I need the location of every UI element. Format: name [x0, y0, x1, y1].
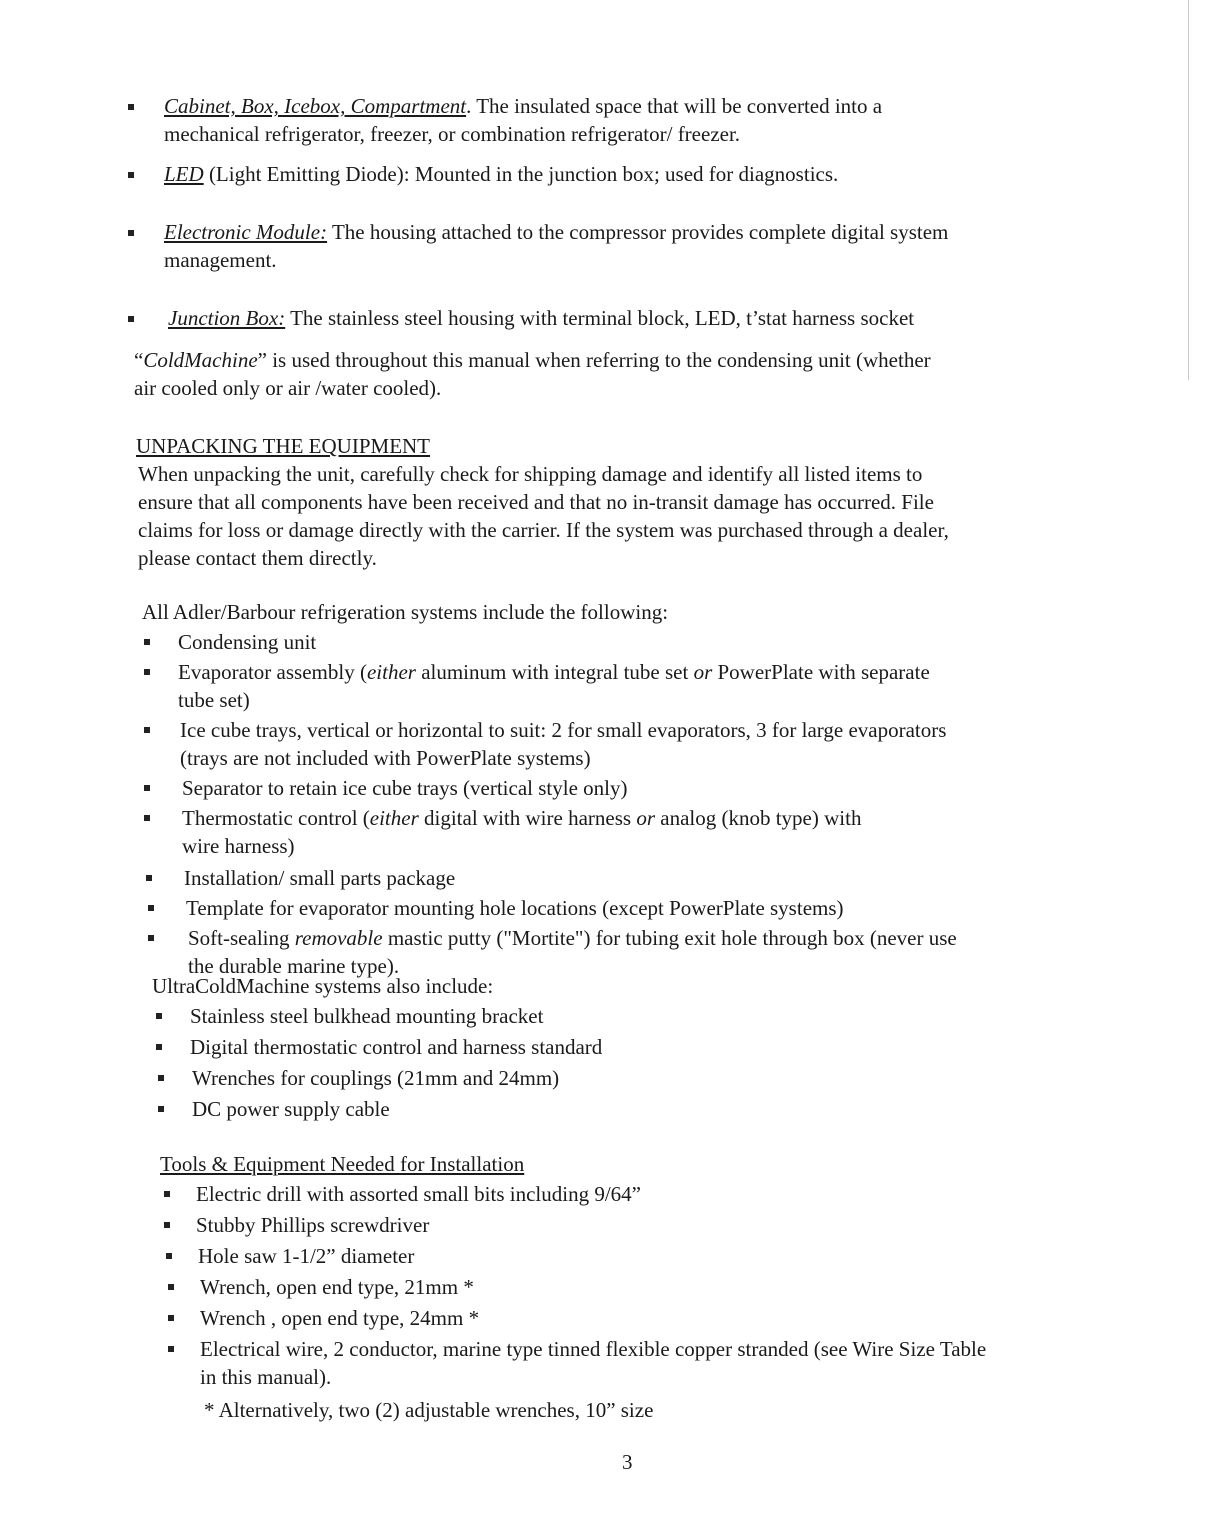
tools-list [164, 1180, 1094, 1397]
definition-term: Junction Box: [168, 306, 286, 330]
list-item-text-line2: in this manual). [200, 1365, 332, 1389]
list-item [144, 804, 1064, 864]
definition-term: Cabinet, Box, Icebox, Compartment [164, 94, 467, 118]
paragraph-line: ensure that all components have been received and that no in-transit damage has occurred. File [138, 490, 934, 514]
bullet-icon [128, 316, 134, 322]
list-item-text-line2: the durable marine type). [188, 954, 400, 978]
definition-sep: . [466, 94, 472, 118]
ultra-list [156, 1002, 1056, 1126]
tools-footnote: * Alternatively, two (2) adjustable wrenches, 10” size [204, 1398, 654, 1422]
list-item-text: Installation/ small parts package [184, 866, 456, 890]
list-item-text: Digital thermostatic control and harness standard [190, 1035, 603, 1059]
coldmachine-note [134, 346, 1064, 402]
bullet-icon [144, 669, 150, 675]
unpacking-paragraph [138, 460, 1078, 572]
bullet-icon [168, 1284, 174, 1290]
list-item [156, 1095, 1056, 1126]
definition-text-line2: mechanical refrigerator, freezer, or combination refrigerator/ freezer. [164, 122, 741, 146]
note-open-quote: “ [134, 348, 144, 372]
bullet-icon [144, 639, 150, 645]
definition-item [128, 160, 1068, 212]
list-item-text: Stubby Phillips screwdriver [196, 1213, 430, 1237]
definition-text: (Light Emitting Diode): Mounted in the junction box; used for diagnostics. [203, 162, 839, 186]
note-text-line2: air cooled only or air /water cooled). [134, 376, 442, 400]
bullet-icon [148, 905, 154, 911]
bullet-icon [146, 875, 152, 881]
paragraph-line: please contact them directly. [138, 546, 377, 570]
list-item-text: Electrical wire, 2 conductor, marine type tinned flexible copper stranded (see Wire Size Table [200, 1337, 987, 1361]
bullet-icon [156, 1013, 162, 1019]
list-item-emph: either [366, 660, 416, 684]
bullet-icon [128, 104, 134, 110]
list-item-text-line2: tube set) [178, 688, 250, 712]
bullet-icon [166, 1253, 172, 1259]
list-item [164, 1304, 1094, 1335]
list-item-text-line2: (trays are not included with PowerPlate systems) [180, 746, 591, 770]
list-item-emph: or [636, 806, 655, 830]
list-item [156, 1064, 1056, 1095]
definition-item [128, 92, 1068, 162]
note-text: ” is used throughout this manual when referring to the condensing unit (whether [257, 348, 931, 372]
list-item-text: Evaporator assembly ( [178, 660, 367, 684]
list-item [144, 716, 1064, 774]
list-item [156, 1033, 1056, 1064]
list-item [144, 894, 1064, 924]
section-heading-unpacking: UNPACKING THE EQUIPMENT [136, 434, 431, 458]
paragraph-line: claims for loss or damage directly with the carrier. If the system was purchased through a dealer, [138, 518, 949, 542]
list-item [164, 1335, 1094, 1397]
list-item-text: Wrench, open end type, 21mm * [200, 1275, 474, 1299]
list-item-text: Stainless steel bulkhead mounting bracket [190, 1004, 544, 1028]
section-heading-tools: Tools & Equipment Needed for Installation [160, 1152, 525, 1176]
page-number: 3 [622, 1450, 633, 1474]
list-item-text: aluminum with integral tube set [415, 660, 694, 684]
list-item-text: Separator to retain ice cube trays (vertical style only) [182, 776, 628, 800]
ultra-intro: UltraColdMachine systems also include: [152, 974, 494, 998]
list-item-text-line2: wire harness) [182, 834, 295, 858]
list-item-text: Electric drill with assorted small bits including 9/64” [196, 1182, 641, 1206]
includes-list [144, 628, 1064, 982]
bullet-icon [164, 1191, 170, 1197]
definition-item [128, 304, 1068, 344]
list-item-text: Thermostatic control ( [182, 806, 370, 830]
definition-term: Electronic Module: [164, 220, 328, 244]
bullet-icon [158, 1106, 164, 1112]
list-item [144, 658, 1064, 716]
includes-intro: All Adler/Barbour refrigeration systems include the following: [142, 600, 669, 624]
list-item-text: Template for evaporator mounting hole locations (except PowerPlate systems) [186, 896, 844, 920]
list-item [164, 1242, 1094, 1273]
list-item [164, 1180, 1094, 1211]
bullet-icon [164, 1222, 170, 1228]
bullet-icon [144, 815, 150, 821]
definition-item [128, 214, 1068, 304]
bullet-icon [144, 727, 150, 733]
bullet-icon [128, 172, 134, 178]
bullet-icon [168, 1315, 174, 1321]
definitions-list [128, 92, 1068, 344]
list-item-text: Ice cube trays, vertical or horizontal to suit: 2 for small evaporators, 3 for large evaporators [180, 718, 947, 742]
note-term: ColdMachine [143, 348, 258, 372]
bullet-icon [168, 1346, 174, 1352]
bullet-icon [148, 935, 154, 941]
list-item [156, 1002, 1056, 1033]
list-item-text: Wrench , open end type, 24mm * [200, 1306, 480, 1330]
definition-text: The insulated space that will be converted into a [471, 94, 883, 118]
list-item [144, 864, 1064, 894]
list-item-text: PowerPlate with separate [712, 660, 930, 684]
list-item-text: Wrenches for couplings (21mm and 24mm) [192, 1066, 560, 1090]
definition-text-line2: management. [164, 248, 277, 272]
list-item-text: Soft-sealing [188, 926, 295, 950]
list-item [164, 1211, 1094, 1242]
list-item-text: digital with wire harness [418, 806, 637, 830]
definition-text: The stainless steel housing with terminal block, LED, t’stat harness socket [285, 306, 915, 330]
scan-edge-line [1188, 0, 1189, 380]
bullet-icon [158, 1075, 164, 1081]
list-item [144, 628, 1064, 658]
list-item-text: Condensing unit [178, 630, 317, 654]
paragraph-line: When unpacking the unit, carefully check for shipping damage and identify all listed items to [138, 462, 923, 486]
definition-text: The housing attached to the compressor provides complete digital system [327, 220, 949, 244]
list-item-emph: removable [294, 926, 383, 950]
bullet-icon [156, 1044, 162, 1050]
list-item-text: mastic putty ("Mortite") for tubing exit hole through box (never use [382, 926, 957, 950]
list-item-emph: either [369, 806, 419, 830]
bullet-icon [128, 230, 134, 236]
definition-term: LED [164, 162, 204, 186]
list-item-emph: or [693, 660, 713, 684]
list-item-text: Hole saw 1-1/2” diameter [198, 1244, 415, 1268]
list-item [144, 774, 1064, 804]
list-item-text: DC power supply cable [192, 1097, 390, 1121]
bullet-icon [144, 785, 150, 791]
list-item [164, 1273, 1094, 1304]
list-item-text: analog (knob type) with [655, 806, 862, 830]
